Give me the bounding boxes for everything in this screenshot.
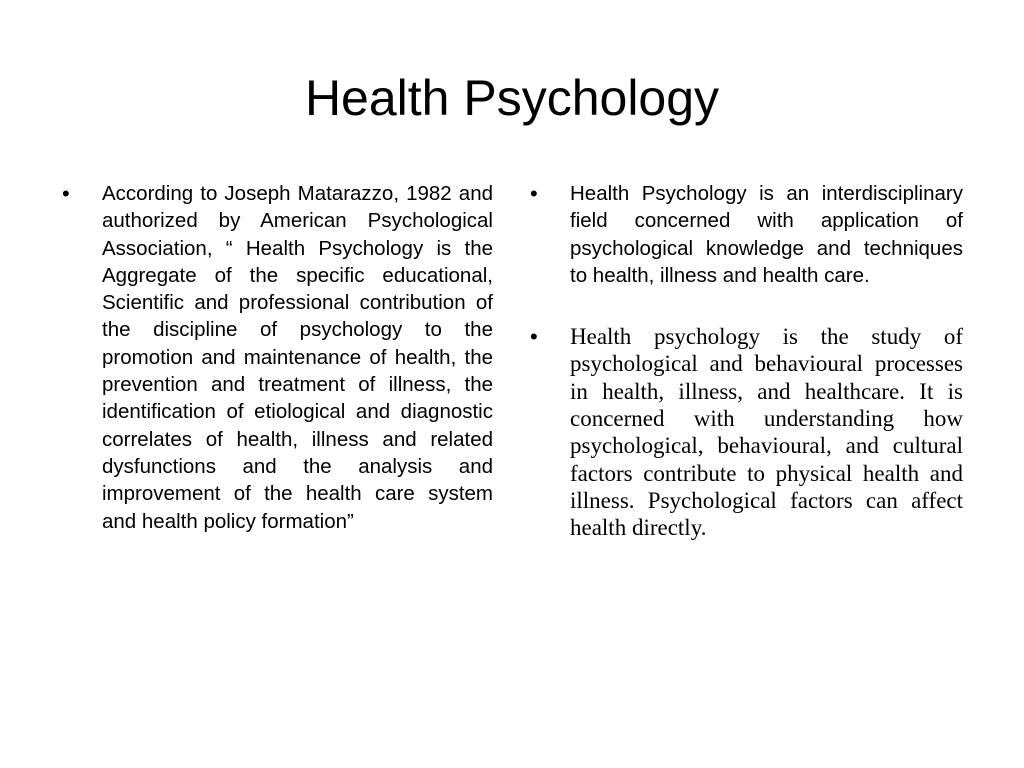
right-bullet-list [530, 180, 963, 576]
left-bullet-list [62, 180, 493, 569]
bullet-item [530, 323, 963, 541]
bullet-icon: • [530, 324, 538, 350]
slide-title: Health Psychology [304, 70, 720, 126]
bullet-item [62, 180, 493, 535]
bullet-text-study-definition: Health psychology is the study of psychological and behavioural processes in health, illness, and healthcare. It is concerned with understanding how psychological, behavioural, and cultural factors contribute to physical health and illness. Psychological factors can affect health directly. [570, 324, 963, 541]
bullet-item [530, 180, 963, 289]
bullet-icon: • [62, 181, 70, 206]
bullet-text-interdisciplinary-field: Health Psychology is an interdisciplinary field concerned with application of psychological knowledge and techniques to health, illness and health care. [570, 182, 963, 287]
bullet-text-matarazzo-definition: According to Joseph Matarazzo, 1982 and authorized by American Psychological Association, “ Health Psychology is the Aggregate of the specific educational, Scientific and professional contribution of the discipline of psychology to the promotion and maintenance of health, the prevention and treatment of illness, the identification of etiological and diagnostic correlates of health, illness and related dysfunctions and the analysis and improvement of the health care system and health policy formation” [102, 182, 493, 533]
bullet-icon: • [530, 181, 538, 206]
